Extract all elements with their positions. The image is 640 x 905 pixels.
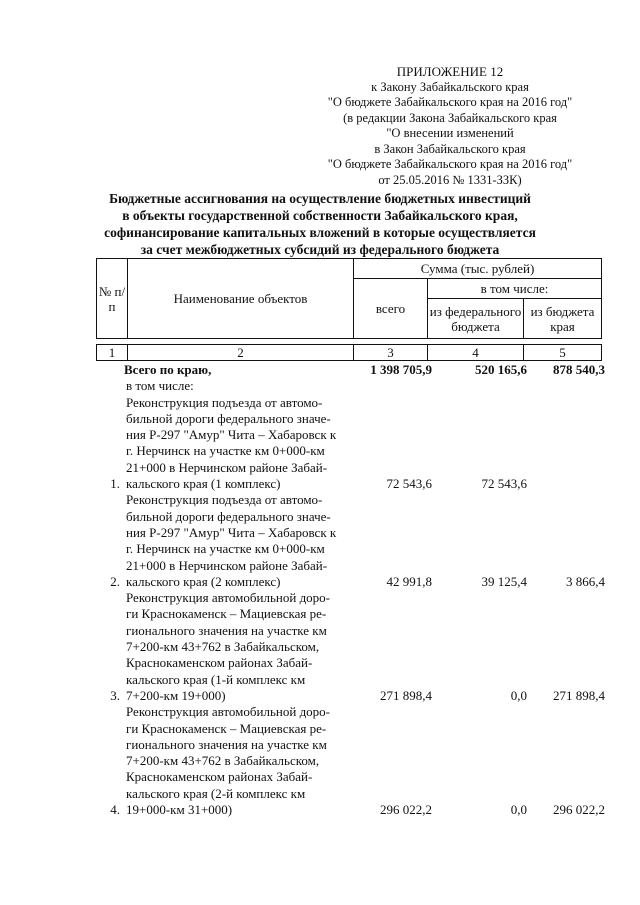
row-total: 271 898,4 xyxy=(380,687,432,703)
col-number: 2 xyxy=(128,345,354,361)
appendix-line: от 25.05.2016 № 1331-ЗЗК) xyxy=(378,172,522,187)
row-name: Реконструкция подъезда от автомо- бильной дороги федерального значе- ния Р-297 "Амур" Чита – Хабаровск к г. Нерчинск на участке км 0+000-км 21+000 в Нерчинском районе Забай- кальского края (1 комплекс) xyxy=(126,394,337,492)
row-regional: 3 866,4 xyxy=(566,573,605,589)
header-federal: из федерального бюджета xyxy=(428,299,524,339)
table-row xyxy=(96,395,606,493)
header-including: в том числе: xyxy=(428,279,602,299)
document-title xyxy=(95,190,545,258)
row-name: Реконструкция подъезда от автомо- бильной дороги федерального значе- ния Р-297 "Амур" Чита – Хабаровск к г. Нерчинск на участке км 0+000-км 21+000 в Нерчинском районе Забай- кальского края (2 комплекс) xyxy=(126,492,337,589)
row-name: Реконструкция автомобильной доро- ги Краснокаменск – Мациевская ре- гионального значения на участке км 7+200-км 43+762 в Забайкальском, Краснокаменском районах Забай- кальского края (2-й комплекс км 19+000-км 31+000) xyxy=(126,704,331,818)
total-sum: 1 398 705,9 xyxy=(370,362,432,377)
row-number: 3. xyxy=(110,687,120,703)
col-number: 5 xyxy=(524,345,602,361)
table-header xyxy=(96,258,602,361)
col-number: 1 xyxy=(97,345,128,361)
appendix-title: ПРИЛОЖЕНИЕ 12 xyxy=(396,64,504,79)
header-name: Наименование объектов xyxy=(128,259,354,339)
row-name: Реконструкция автомобильной доро- ги Краснокаменск – Мациевская ре- гионального значения на участке км 7+200-км 43+762 в Забайкальском, Краснокаменском районах Забай- кальского края (1-й комплекс км 7+200-км 19+000) xyxy=(126,590,331,703)
row-federal: 0,0 xyxy=(510,802,527,818)
row-regional: 271 898,4 xyxy=(553,687,605,703)
appendix-header xyxy=(300,64,600,188)
row-number: 4. xyxy=(110,802,120,818)
appendix-line: "О бюджете Забайкальского края на 2016 год" xyxy=(327,95,573,109)
total-sublabel: в том числе: xyxy=(126,378,194,394)
title-line: за счет межбюджетных субсидий из федерального бюджета xyxy=(140,242,500,257)
total-row xyxy=(96,362,606,378)
appendix-line: (в редакции Закона Забайкальского края xyxy=(343,110,557,125)
appendix-line: "О внесении изменений xyxy=(386,126,514,140)
header-regional: из бюджета края xyxy=(524,299,602,339)
appendix-line: в Закон Забайкальского края xyxy=(374,141,526,156)
table-body xyxy=(96,362,606,818)
table-row xyxy=(96,704,606,818)
header-num: № п/п xyxy=(97,259,128,339)
row-total: 42 991,8 xyxy=(386,573,432,589)
row-number: 2. xyxy=(110,573,120,589)
row-regional: 296 022,2 xyxy=(553,802,605,818)
total-label: Всего по краю, xyxy=(124,362,212,377)
total-regional: 878 540,3 xyxy=(553,362,605,377)
col-number: 4 xyxy=(428,345,524,361)
table-row xyxy=(96,590,606,704)
title-line: в объекты государственной собственности Забайкальского края, xyxy=(122,208,518,223)
appendix-line: "О бюджете Забайкальского края на 2016 год" xyxy=(327,157,573,171)
header-total: всего xyxy=(354,279,428,339)
appendix-line: к Закону Забайкальского края xyxy=(371,79,529,94)
row-federal: 39 125,4 xyxy=(481,573,527,589)
row-number: 1. xyxy=(110,476,120,492)
title-line: Бюджетные ассигнования на осуществление бюджетных инвестиций xyxy=(109,191,531,206)
title-line: софинансирование капитальных вложений в которые осуществляется xyxy=(104,225,536,240)
col-number: 3 xyxy=(354,345,428,361)
row-federal: 0,0 xyxy=(510,687,527,703)
table-row xyxy=(96,492,606,590)
total-federal: 520 165,6 xyxy=(475,362,527,377)
header-sum: Сумма (тыс. рублей) xyxy=(354,259,602,279)
row-total: 296 022,2 xyxy=(380,802,432,818)
row-total: 72 543,6 xyxy=(386,476,432,492)
row-federal: 72 543,6 xyxy=(481,476,527,492)
